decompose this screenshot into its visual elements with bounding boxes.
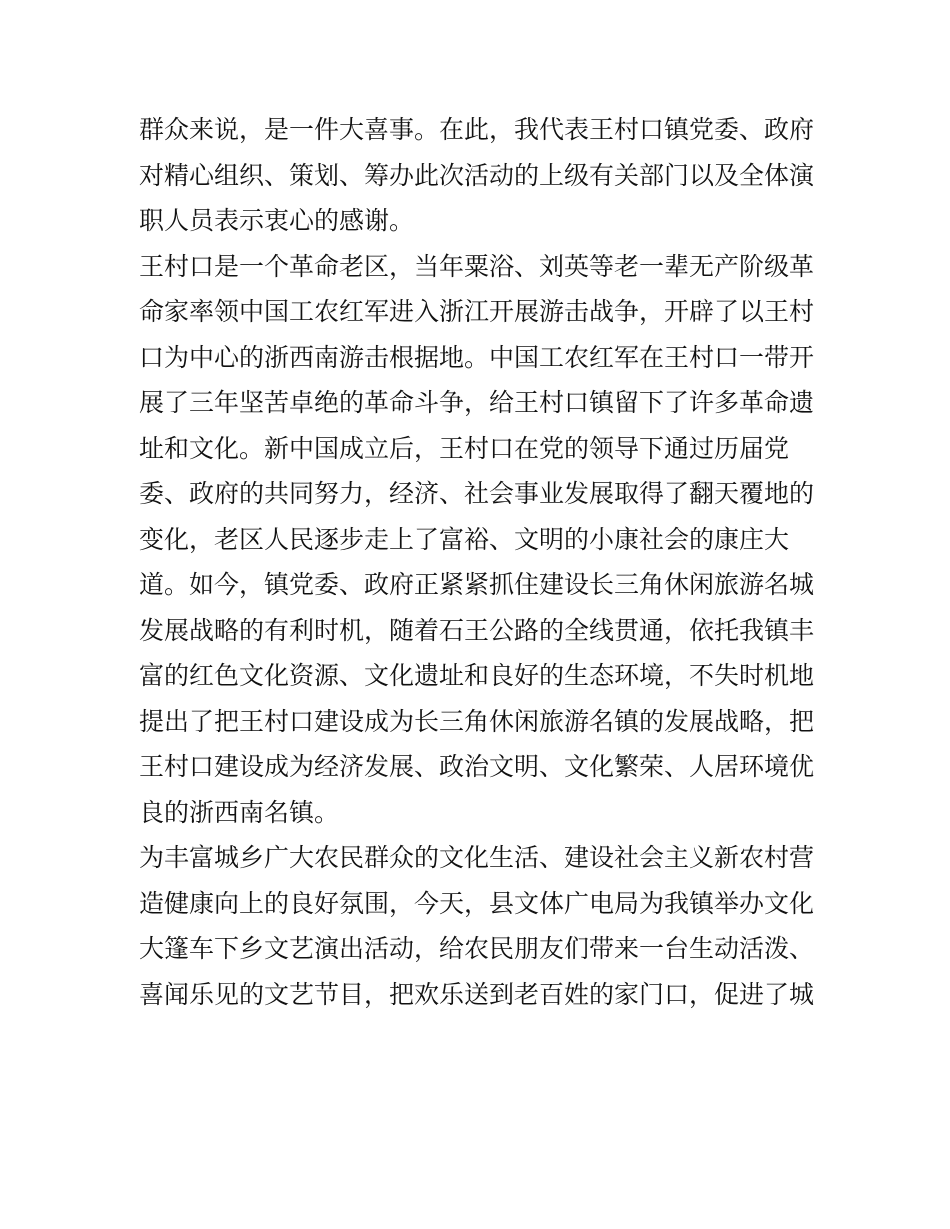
text-line: 喜闻乐见的文艺节目，把欢乐送到老百姓的家门口，促进了城 xyxy=(139,979,814,1009)
text-line: 委、政府的共同努力，经济、社会事业发展取得了翻天覆地的 xyxy=(139,479,814,508)
text-line: 口为中心的浙西南游击根据地。中国工农红军在王村口一带开 xyxy=(139,342,814,372)
text-line: 大篷车下乡文艺演出活动，给农民朋友们带来一台生动活泼、 xyxy=(139,934,814,963)
text-line: 群众来说，是一件大喜事。在此，我代表王村口镇党委、政府 xyxy=(139,115,814,144)
text-line: 变化，老区人民逐步走上了富裕、文明的小康社会的康庄大 xyxy=(139,524,790,554)
text-line: 王村口是一个革命老区，当年粟浴、刘英等老一辈无产阶级革 xyxy=(139,251,814,281)
text-line: 王村口建设成为经济发展、政治文明、文化繁荣、人居环境优 xyxy=(139,752,814,781)
text-line: 富的红色文化资源、文化遗址和良好的生态环境，不失时机地 xyxy=(139,661,814,690)
text-line: 职人员表示衷心的感谢。 xyxy=(139,206,415,235)
paragraph-1 xyxy=(139,107,814,244)
paragraph-2 xyxy=(139,244,814,836)
text-line: 提出了把王村口建设成为长三角休闲旅游名镇的发展战略，把 xyxy=(139,706,814,736)
text-line: 良的浙西南名镇。 xyxy=(139,797,340,827)
text-line: 为丰富城乡广大农民群众的文化生活、建设社会主义新农村营 xyxy=(139,843,814,872)
text-line: 造健康向上的良好氛围，今天，县文体广电局为我镇举办文化 xyxy=(139,888,814,918)
document-body xyxy=(139,107,814,1017)
text-line: 对精心组织、策划、筹办此次活动的上级有关部门以及全体演 xyxy=(139,160,814,190)
text-line: 址和文化。新中国成立后，王村口在党的领导下通过历届党 xyxy=(139,433,790,463)
paragraph-3 xyxy=(139,835,814,1017)
text-line: 发展战略的有利时机，随着石王公路的全线贯通，依托我镇丰 xyxy=(139,615,814,645)
text-line: 命家率领中国工农红军进入浙江开展游击战争，开辟了以王村 xyxy=(139,297,814,326)
text-line: 道。如今，镇党委、政府正紧紧抓住建设长三角休闲旅游名城 xyxy=(139,570,814,599)
text-line: 展了三年坚苦卓绝的革命斗争，给王村口镇留下了许多革命遗 xyxy=(139,388,814,417)
